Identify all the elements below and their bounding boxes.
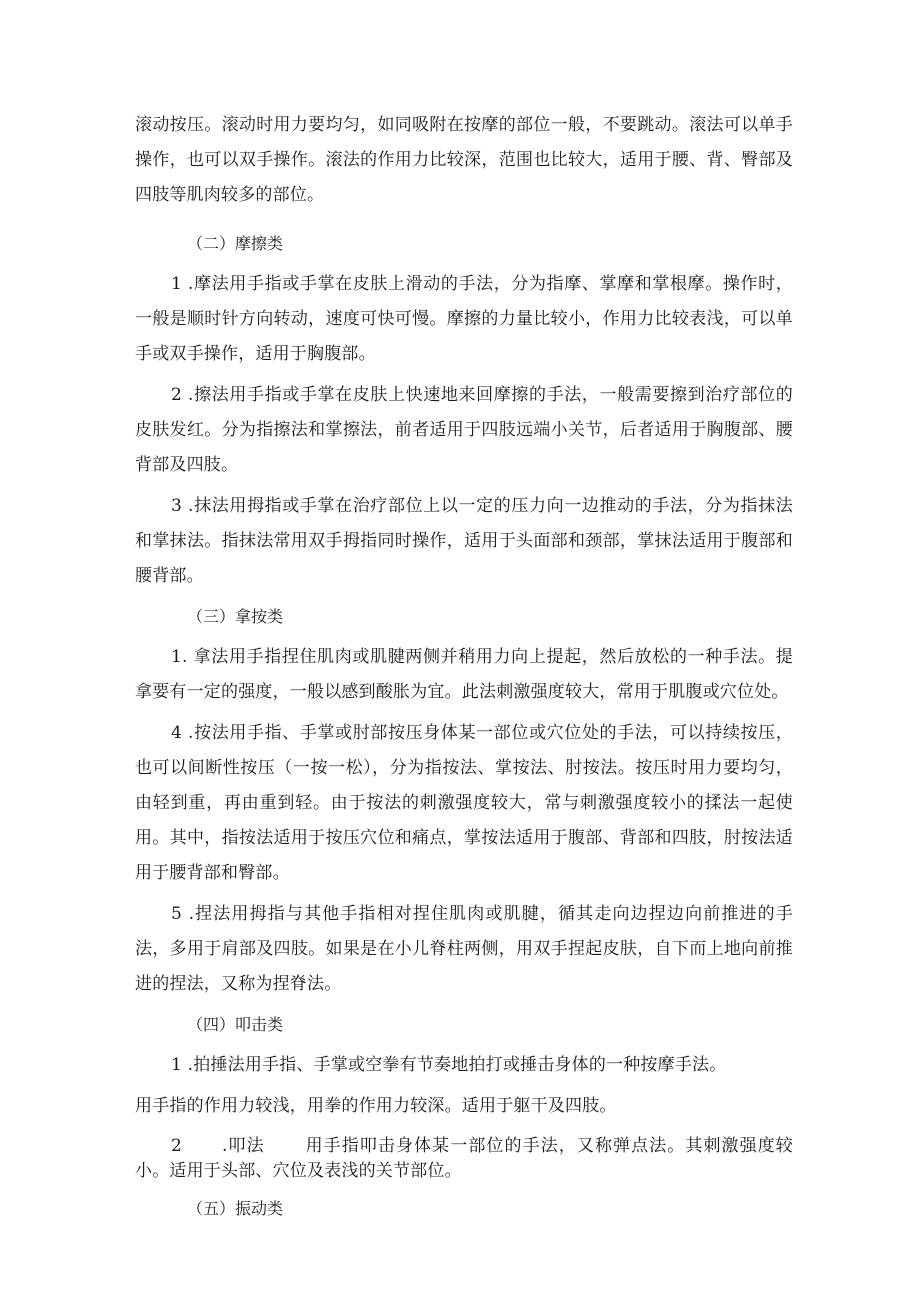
tapping-text: 用手指叩击身体某一部位的手法，又称弹点法。其刺激强度较小。适用于头部、穴位及表浅的关节部位。 — [135, 1136, 793, 1181]
paragraph-grasping-method: 1. 拿法用手指捏住肌肉或肌腱两侧并稍用力向上提起，然后放松的一种手法。提拿要有一定的强度，一般以感到酸胀为宜。此法刺激强度较大，常用于肌腹或穴位处。 — [135, 647, 793, 702]
section-heading-friction: （二）摩擦类 — [187, 234, 284, 253]
paragraph-patting-continued: 用手指的作用力较浅，用拳的作用力较深。适用于躯干及四肢。 — [135, 1096, 617, 1116]
document-body — [135, 108, 793, 1232]
section-heading-vibration: （五）振动类 — [187, 1199, 284, 1218]
paragraph-wiping-method: 3 .抹法用拇指或手掌在治疗部位上以一定的压力向一边推动的手法，分为指抹法和掌抹法。指抹法常用双手拇指同时操作，适用于头面部和颈部，掌抹法适用于腹部和腰背部。 — [135, 496, 793, 586]
paragraph-pinching-method: 5 .捏法用拇指与其他手指相对捏住肌肉或肌腱，循其走向边捏边向前推进的手法，多用于肩部及四肢。如果是在小儿脊柱两侧，用双手捏起皮肤，自下而上地向前推进的捏法，又称为捏脊法。 — [135, 904, 793, 994]
tapping-number: 2 — [171, 1136, 183, 1156]
paragraph-pressing-method: 4 .按法用手指、手掌或肘部按压身体某一部位或穴位处的手法，可以持续按压，也可以间断性按压（一按一松），分为指按法、掌按法、肘按法。按压时用力要均匀，由轻到重，再由重到轻。由于按法的刺激强度较大，常与刺激强度较小的揉法一起使用。其中，指按法适用于按压穴位和痛点，掌按法适用于腹部、背部和四肢，肘按法适用于腰背部和臀部。 — [135, 723, 793, 883]
paragraph-tapping-method — [135, 1134, 793, 1184]
section-heading-percussion: （四）叩击类 — [187, 1015, 284, 1034]
paragraph-rubbing-method: 1 .摩法用手指或手掌在皮肤上滑动的手法，分为指摩、掌摩和掌根摩。操作时，一般是顺时针方向转动，速度可快可慢。摩擦的力量比较小，作用力比较表浅，可以单手或双手操作，适用于胸腹部。 — [135, 274, 793, 364]
paragraph-scrubbing-method: 2 .擦法用手指或手掌在皮肤上快速地来回摩擦的手法，一般需要擦到治疗部位的皮肤发红。分为指擦法和掌擦法，前者适用于四肢远端小关节，后者适用于胸腹部、腰背部及四肢。 — [135, 385, 793, 475]
paragraph-rolling-method: 滚动按压。滚动时用力要均匀，如同吸附在按摩的部位一般，不要跳动。滚法可以单手操作，也可以双手操作。滚法的作用力比较深，范围也比较大，适用于腰、背、臀部及四肢等肌肉较多的部位。 — [135, 115, 793, 205]
tapping-label: .叩法 — [222, 1136, 265, 1156]
paragraph-patting-method: 1 .拍捶法用手指、手掌或空拳有节奏地拍打或捶击身体的一种按摩手法。 — [171, 1055, 727, 1075]
section-heading-grasp-press: （三）拿按类 — [187, 607, 284, 626]
